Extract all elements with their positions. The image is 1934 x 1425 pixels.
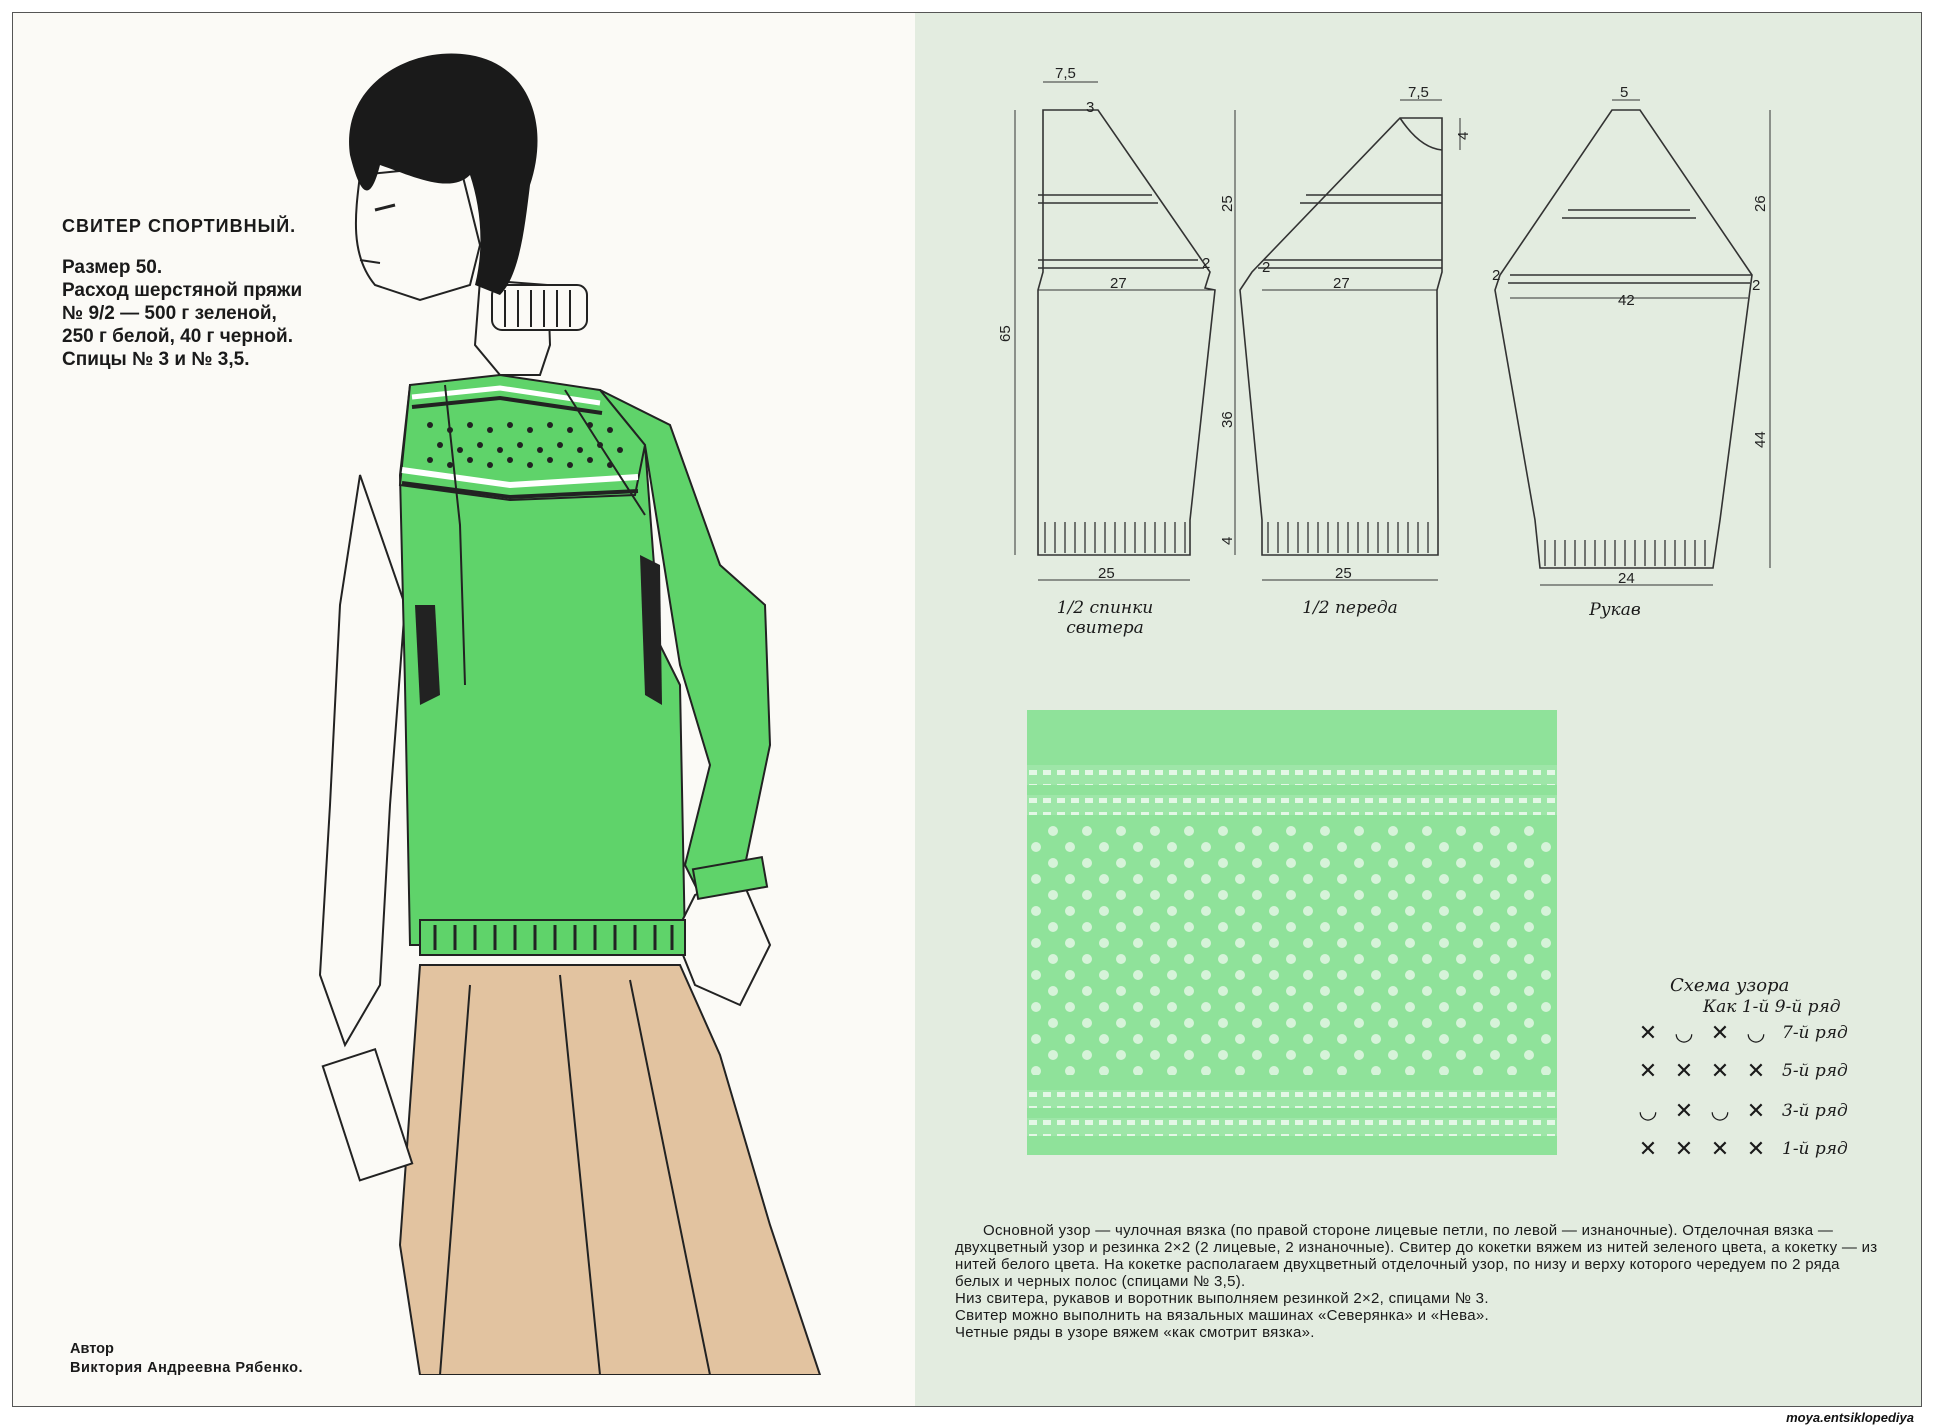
description-paragraph: Основной узор — чулочная вязка (по правой стороне лицевые петли, по левой — изнаночные). Отделочная вязка — двухцветный узор и резинка 2×2 (2 лицевые, 2 изнаночные). Свитер до кокетки вяжем из нитей зеленого цвета, а кокетку — из нитей белого цвета. На кокетке располагаем двухцветный отделочный узор, по низу и верху которого чередуем по 2 ряда белых и черных полос (спицами № 3,5). bbox=[955, 1222, 1878, 1290]
spec-line: 250 г белой, 40 г черной. bbox=[62, 326, 293, 347]
dim-mark: 2 bbox=[1492, 267, 1501, 284]
front-pattern-outline bbox=[1240, 118, 1442, 555]
symbol-icon: ◡ bbox=[1710, 1098, 1730, 1124]
legend-row bbox=[1630, 1057, 1848, 1085]
symbol-icon: ✕ bbox=[1638, 1058, 1658, 1084]
symbol-icon: ✕ bbox=[1710, 1058, 1730, 1084]
dim-sleeve-width: 42 bbox=[1618, 292, 1635, 309]
dim-width-top-back: 27 bbox=[1110, 275, 1127, 292]
spec-line: Размер 50. bbox=[62, 257, 163, 278]
dim-front-neck: 7,5 bbox=[1408, 84, 1429, 101]
dimension-labels bbox=[997, 65, 1769, 587]
author-label: Автор bbox=[70, 1341, 114, 1357]
symbol-icon: ✕ bbox=[1746, 1098, 1766, 1124]
legend-row bbox=[1630, 1019, 1848, 1047]
sleeve-pattern-label: Рукав bbox=[1589, 600, 1641, 620]
symbol-icon: ✕ bbox=[1638, 1020, 1658, 1046]
symbol-icon: ✕ bbox=[1638, 1136, 1658, 1162]
dim-width-bottom-front: 25 bbox=[1335, 565, 1352, 582]
pattern-schematics bbox=[0, 0, 1934, 700]
legend-row bbox=[1630, 1135, 1848, 1163]
dim-mark: 2 bbox=[1202, 255, 1211, 272]
author-name: Виктория Андреевна Рябенко. bbox=[70, 1360, 304, 1376]
symbol-icon: ◡ bbox=[1638, 1098, 1658, 1124]
row-label: 1-й ряд bbox=[1782, 1139, 1848, 1159]
dim-width-top-front: 27 bbox=[1333, 275, 1350, 292]
symbol-icon: ✕ bbox=[1674, 1098, 1694, 1124]
dim-body: 36 bbox=[1219, 411, 1236, 428]
spec-line: Спицы № 3 и № 3,5. bbox=[62, 349, 250, 370]
dim-sleeve-length: 44 bbox=[1752, 431, 1769, 448]
description-text bbox=[955, 1222, 1885, 1341]
description-paragraph: Свитер можно выполнить на вязальных машинах «Северянка» и «Нева». bbox=[955, 1307, 1489, 1324]
front-pattern-label: 1/2 переда bbox=[1302, 598, 1398, 618]
legend-title: Схема узора bbox=[1670, 975, 1790, 996]
dim-back-neck-depth: 3 bbox=[1086, 99, 1095, 116]
dim-sleeve-top: 5 bbox=[1620, 84, 1629, 101]
dim-sleeve-raglan: 26 bbox=[1752, 195, 1769, 212]
watermark: moya.entsiklopediya bbox=[1786, 1410, 1914, 1425]
row-label: 5-й ряд bbox=[1782, 1061, 1848, 1081]
symbol-icon: ✕ bbox=[1674, 1136, 1694, 1162]
symbol-icon: ✕ bbox=[1746, 1136, 1766, 1162]
dim-front-neck-depth: 4 bbox=[1455, 131, 1472, 140]
knit-sample-photo bbox=[1027, 710, 1557, 1155]
row-label: 3-й ряд bbox=[1782, 1101, 1848, 1121]
symbol-icon: ✕ bbox=[1710, 1020, 1730, 1046]
symbol-icon: ◡ bbox=[1674, 1020, 1694, 1046]
description-paragraph: Четные ряды в узоре вяжем «как смотрит вязка». bbox=[955, 1324, 1315, 1341]
dim-sleeve-cuff: 24 bbox=[1618, 570, 1635, 587]
symbol-icon: ✕ bbox=[1746, 1058, 1766, 1084]
symbol-icon: ✕ bbox=[1710, 1136, 1730, 1162]
dim-rib: 4 bbox=[1219, 536, 1236, 545]
sleeve-pattern-outline bbox=[1495, 110, 1752, 568]
author-credit bbox=[70, 1340, 303, 1378]
dim-mark: 2 bbox=[1752, 277, 1761, 294]
page-title: СВИТЕР СПОРТИВНЫЙ. bbox=[62, 216, 297, 236]
dim-mark: 2 bbox=[1262, 259, 1271, 276]
dim-back-neck: 7,5 bbox=[1055, 65, 1076, 82]
symbol-icon: ✕ bbox=[1674, 1058, 1694, 1084]
spec-line: № 9/2 — 500 г зеленой, bbox=[62, 303, 277, 324]
spec-line: Расход шерстяной пряжи bbox=[62, 280, 303, 301]
dim-width-bottom-back: 25 bbox=[1098, 565, 1115, 582]
back-pattern-outline bbox=[1038, 110, 1215, 555]
dim-raglan: 25 bbox=[1219, 195, 1236, 212]
row-label: 7-й ряд bbox=[1782, 1023, 1848, 1043]
back-pattern-label: 1/2 спинки свитера bbox=[1056, 598, 1154, 638]
description-paragraph: Низ свитера, рукавов и воротник выполняем резинкой 2×2, спицами № 3. bbox=[955, 1290, 1489, 1307]
legend-first-line: Как 1-й 9-й ряд bbox=[1703, 997, 1841, 1017]
legend-row bbox=[1630, 1097, 1848, 1125]
dim-total-height: 65 bbox=[997, 325, 1014, 342]
symbol-icon: ◡ bbox=[1746, 1020, 1766, 1046]
